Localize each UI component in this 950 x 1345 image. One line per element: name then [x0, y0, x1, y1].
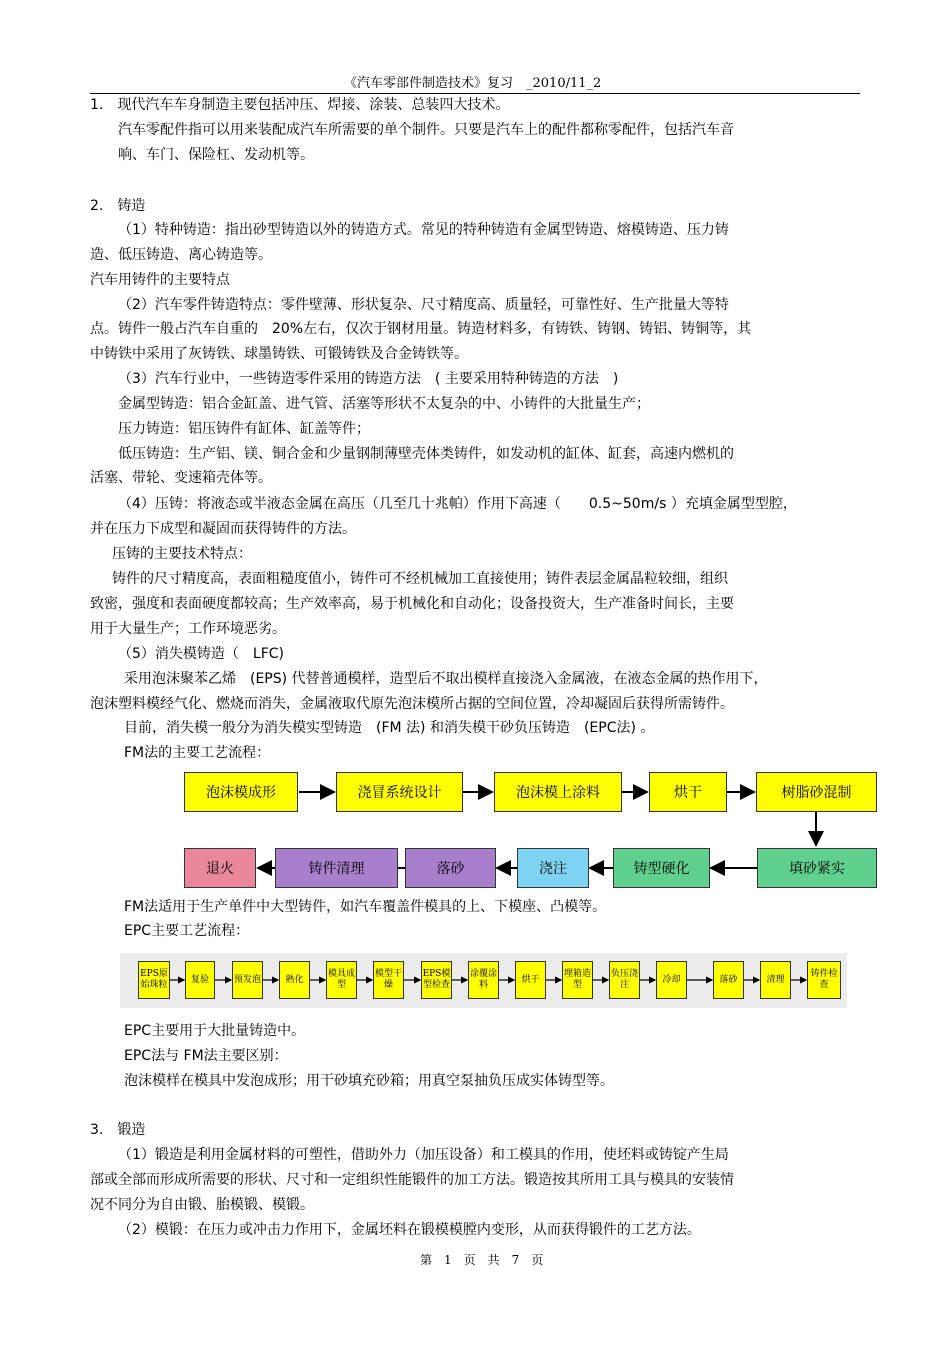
epc-step-model-drying: 模型干燥 [373, 961, 404, 999]
para-line: 压力铸造：铝压铸件有缸体、缸盖等件； [118, 421, 370, 437]
para-line: 活塞、带轮、变速箱壳体等。 [90, 470, 272, 486]
epc-step-drying: 烘干 [515, 961, 546, 999]
para-line: 并在压力下成型和凝固而获得铸件的方法。 [90, 521, 356, 537]
para-line: （4）压铸：将液态或半液态金属在高压（几至几十兆帕）作用下高速（ 0.5~50m/s ）充填金属型型腔， [118, 496, 797, 512]
para-line: 汽车零配件指可以用来装配成汽车所需要的单个制件。只要是汽车上的配件都称零配件，包括汽车音 [118, 122, 734, 138]
para-line: 点。铸件一般占汽车自重的 20%左右，仅次于钢材用量。铸造材料多，有铸铁、铸钢、铸铝、铸铜等，其 [90, 321, 752, 337]
para-line: FM法适用于生产单件中大型铸件，如汽车覆盖件模具的上、下模座、凸模等。 [124, 899, 607, 915]
fm-step-gating-design: 浇冒系统设计 [336, 772, 463, 812]
fm-flow-title: FM法的主要工艺流程： [124, 745, 271, 761]
para-line: 响、车门、保险杠、发动机等。 [118, 147, 314, 163]
epc-step-cleaning: 清理 [760, 961, 791, 999]
para-line: （2）模锻：在压力或冲击力作用下，金属坯料在锻模模膛内变形，从而获得锻件的工艺方法。 [118, 1222, 701, 1238]
para-line: （1）特种铸造：指出砂型铸造以外的铸造方式。常见的特种铸造有金属型铸造、熔模铸造、压力铸 [118, 222, 729, 238]
fm-step-annealing: 退火 [184, 848, 256, 888]
fm-step-coating: 泡沫模上涂料 [494, 772, 622, 812]
para-line: 致密，强度和表面硬度都较高；生产效率高，易于机械化和自动化；设备投资大，生产准备时间长，主要 [90, 596, 734, 612]
epc-step-casting-inspection: 铸件检查 [807, 961, 841, 999]
epc-step-mold-forming: 模具成型 [326, 961, 357, 999]
fm-step-casting-cleaning: 铸件清理 [275, 848, 398, 888]
section-heading-casting: 2. 铸造 [90, 198, 146, 214]
para-line: （5）消失模铸造（ LFC) [118, 646, 284, 662]
epc-step-shakeout: 落砂 [713, 961, 744, 999]
epc-step-pre-expansion: 预发泡 [232, 961, 263, 999]
epc-step-cooling: 冷却 [656, 961, 687, 999]
para-line: 金属型铸造：铝合金缸盖、进气管、活塞等形状不太复杂的中、小铸件的大批量生产； [118, 396, 650, 412]
para-line: 部或全部而形成所需要的形状、尺寸和一定组织性能锻件的加工方法。锻造按其所用工具与模具的安装情 [90, 1172, 734, 1188]
fm-step-mold-hardening: 铸型硬化 [613, 848, 710, 888]
fm-step-sand-filling: 填砂紧实 [757, 848, 877, 888]
fm-step-resin-sand-mixing: 树脂砂混制 [756, 772, 877, 812]
fm-step-pouring: 浇注 [517, 848, 589, 888]
para-line: 中铸铁中采用了灰铸铁、球墨铸铁、可锻铸铁及合金铸铁等。 [90, 346, 468, 362]
item-1: 1. 现代汽车车身制造主要包括冲压、焊接、涂装、总装四大技术。 [90, 97, 510, 113]
fm-step-shakeout: 落砂 [405, 848, 496, 888]
epc-step-boxing: 埋箱造型 [562, 961, 593, 999]
fm-step-foam-molding: 泡沫模成形 [184, 772, 298, 812]
para-line: EPC主要用于大批量铸造中。 [124, 1023, 306, 1039]
page-footer: 第 1 页 共 7 页 [420, 1253, 544, 1267]
subheading: 压铸的主要技术特点： [112, 546, 252, 562]
epc-step-coating: 涂覆涂料 [468, 961, 499, 999]
para-line: （2）汽车零件铸造特点：零件壁薄、形状复杂、尺寸精度高、质量轻，可靠性好、生产批量大等特 [118, 297, 729, 313]
epc-step-vacuum-pouring: 负压浇注 [609, 961, 640, 999]
para-line: （3）汽车行业中，一些铸造零件采用的铸造方法 ( 主要采用特种铸造的方法 ) [118, 371, 619, 387]
section-heading-forging: 3. 锻造 [90, 1122, 146, 1138]
para-line: EPC法与 FM法主要区别： [124, 1048, 288, 1064]
para-line: 造、低压铸造、离心铸造等。 [90, 247, 272, 263]
subheading: 汽车用铸件的主要特点 [90, 272, 230, 288]
para-line: （1）锻造是利用金属材料的可塑性，借助外力（加压设备）和工模具的作用，使坯料或铸锭产生局 [118, 1147, 729, 1163]
para-line: 目前，消失模一般分为消失模实型铸造 (FM 法) 和消失模干砂负压铸造 (EPC法) 。 [124, 720, 655, 736]
para-line: 泡沫模样在模具中发泡成形；用干砂填充砂箱；用真空泵抽负压成实体铸型等。 [124, 1073, 614, 1089]
para-line: 用于大量生产；工作环境恶劣。 [90, 621, 286, 637]
fm-step-drying: 烘干 [649, 772, 727, 812]
epc-flow-title: EPC主要工艺流程： [124, 923, 250, 939]
para-line: 低压铸造：生产铝、镁、铜合金和少量钢制薄壁壳体类铸件，如发动机的缸体、缸套，高速内燃机的 [118, 446, 734, 462]
page-header: 《汽车零部件制造技术》复习 _2010/11_2 [344, 76, 602, 91]
para-line: 泡沫塑料模经气化、燃烧而消失，金属液取代原先泡沫模所占据的空间位置，冷却凝固后获得所需铸件。 [90, 696, 734, 712]
epc-step-recheck: 复验 [185, 961, 215, 999]
para-line: 铸件的尺寸精度高，表面粗糙度值小，铸件可不经机械加工直接使用；铸件表层金属晶粒较细，组织 [112, 571, 728, 587]
epc-step-aging: 熟化 [279, 961, 310, 999]
epc-step-model-check: EPS模型检查 [421, 961, 452, 999]
para-line: 采用泡沫聚苯乙烯 (EPS) 代替普通模样，造型后不取出模样直接浇入金属液，在液态金属的热作用下， [124, 671, 768, 687]
epc-step-raw-beads: EPS原始珠粒 [138, 961, 170, 999]
para-line: 况不同分为自由锻、胎模锻、模锻。 [90, 1197, 314, 1213]
